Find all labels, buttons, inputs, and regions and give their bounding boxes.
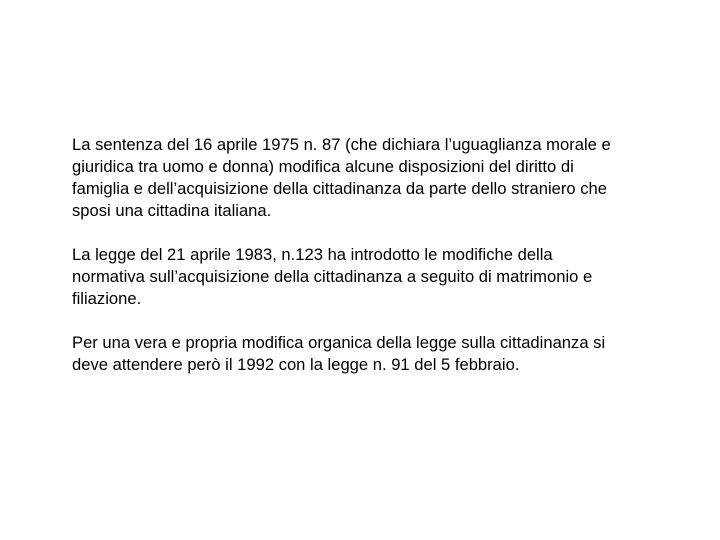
paragraph-legge-1992: Per una vera e propria modifica organica della legge sulla cittadinanza si deve attendere però il 1992 con la legge n. 91 del 5 febbraio. bbox=[72, 333, 606, 374]
paragraph-legge-1983: La legge del 21 aprile 1983, n.123 ha introdotto le modifiche della normativa sull’acquisizione della cittadinanza a seguito di matrimonio e filiazione. bbox=[72, 245, 593, 308]
slide-text-body bbox=[72, 134, 672, 376]
paragraph-sentenza-1975: La sentenza del 16 aprile 1975 n. 87 (che dichiara l’uguaglianza morale e giuridica tra uomo e donna) modifica alcune disposizioni del diritto di famiglia e dell’acquisizione della cittadinanza da parte dello straniero che sposi una cittadina italiana. bbox=[72, 135, 611, 220]
